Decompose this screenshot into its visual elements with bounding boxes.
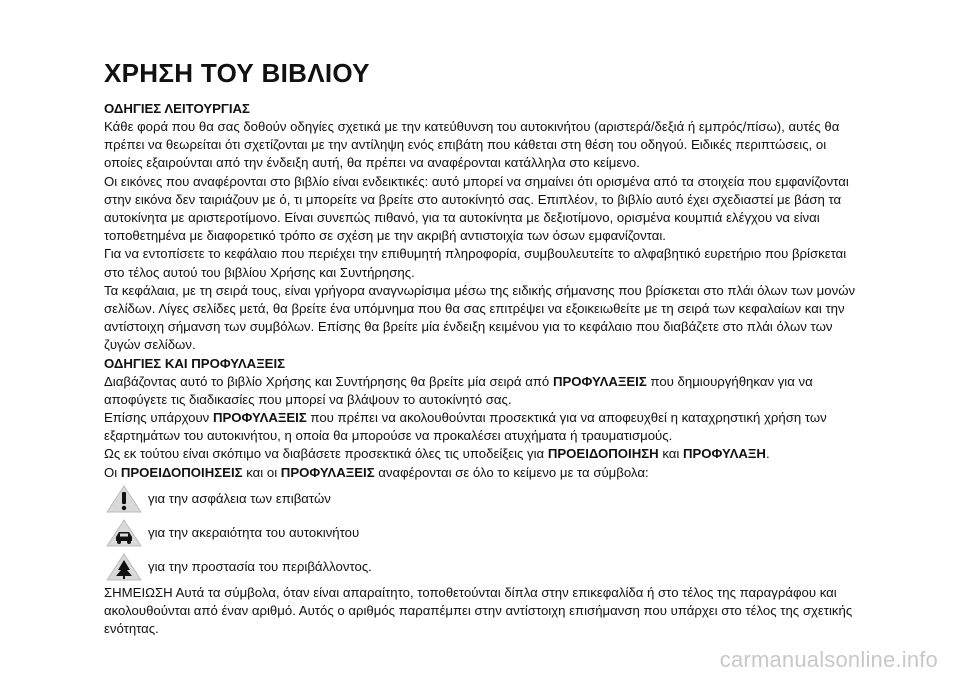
text-run: που δημιουργήθηκαν για να αποφύγετε τις διαδικασίες που μπορεί να βλάψουν το αυτοκίνητό σας. — [104, 373, 813, 407]
symbol-label: για την προστασία του περιβάλλοντος. — [148, 559, 372, 575]
keyword-warnings: ΠΡΟΕΙΔΟΠΟΙΗΣΕΙΣ — [120, 464, 243, 480]
symbol-row-vehicle-integrity — [104, 516, 864, 550]
warning-car-icon — [104, 518, 144, 548]
section-heading-operating-instructions: ΟΔΗΓΙΕΣ ΛΕΙΤΟΥΡΓΙΑΣ — [104, 101, 250, 116]
section-heading-warnings: ΟΔΗΓΙΕΣ ΚΑΙ ΠΡΟΦΥΛΑΞΕΙΣ — [104, 355, 286, 371]
paragraph-chapters: Τα κεφάλαια, με τη σειρά τους, είναι γρήγορα αναγνωρίσιμα μέσω της ειδικής σήμανσης που βρίσκεται στο πλάι όλων των μονών σελίδων. Λίγες σελίδες μετά, θα βρείτε ένα υπόμνημα που θα σας επιτρέψει να εξοικειωθείτε με τη σειρά των κεφαλαίων και την αντίστοιχη σήμανση των συμβόλων. Επίσης θα βρείτε μία ένδειξη κειμένου για το κεφάλαιο που διαβάζετε στο πλάι όλων των ζυγών σελίδων. — [104, 282, 856, 353]
paragraph-precautions-misuse — [104, 409, 864, 445]
page-title: ΧΡΗΣΗ ΤΟΥ ΒΙΒΛΙΟΥ — [104, 58, 370, 88]
paragraph-read-carefully — [104, 445, 864, 463]
text-run: αναφέρονται σε όλο το κείμενο με τα σύμβολα: — [374, 464, 649, 480]
paragraph-index: Για να εντοπίσετε το κεφάλαιο που περιέχει την επιθυμητή πληροφορία, συμβουλευτείτε το αλφαβητικό ευρετήριο που βρίσκεται στο τέλος αυτού του βιβλίου Χρήσης και Συντήρησης. — [104, 246, 847, 280]
page-content — [104, 58, 864, 638]
text-run: Διαβάζοντας αυτό το βιβλίο Χρήσης και Συντήρησης θα βρείτε μία σειρά από — [104, 373, 553, 389]
keyword-precautions: ΠΡΟΦΥΛΑΞΕΙΣ — [552, 373, 647, 389]
keyword-precautions: ΠΡΟΦΥΛΑΞΕΙΣ — [280, 464, 375, 480]
symbol-row-passenger-safety — [104, 482, 864, 516]
text-run: και οι — [242, 464, 281, 480]
warning-exclamation-icon — [104, 484, 144, 514]
text-run: Οι — [104, 464, 121, 480]
paragraph-note: ΣΗΜΕΙΩΣΗ Αυτά τα σύμβολα, όταν είναι απαραίτητο, τοποθετούνται δίπλα στην επικεφαλίδα ή στο τέλος της παραγράφου και ακολουθούνται από έναν αριθμό. Αυτός ο αριθμός παραπέμπει στην αντίστοιχη επισήμανση που υπάρχει στο τέλος της σχετικής ενότητας. — [104, 584, 853, 637]
paragraph-precautions-intro — [104, 373, 864, 409]
keyword-precautions: ΠΡΟΦΥΛΑΞΕΙΣ — [212, 410, 307, 426]
symbol-row-environment — [104, 550, 864, 584]
keyword-precaution: ΠΡΟΦΥΛΑΞΗ — [682, 446, 766, 462]
paragraph-direction: Κάθε φορά που θα σας δοθούν οδηγίες σχετικά με την κατεύθυνση του αυτοκινήτου (αριστερά/δεξιά ή εμπρός/πίσω), αυτές θα πρέπει να θεωρείται ότι σχετίζονται με την αντίληψη ενός επιβάτη που κάθεται στη θέση του οδηγού. Ειδικές περιπτώσεις, οι οποίες εξαιρούνται από την ένδειξη αυτή, θα πρέπει να αναφέρονται κατάλληλα στο κείμενο. — [104, 119, 840, 171]
paragraph-images: Οι εικόνες που αναφέρονται στο βιβλίο είναι ενδεικτικές: αυτό μπορεί να σημαίνει ότι ορισμένα από τα στοιχεία που εμφανίζονται στην εικόνα δεν ταιριάζουν με ό, τι μπορείτε να βρείτε στο αυτοκίνητό σας. Επιπλέον, το βιβλίο αυτό έχει σχεδιαστεί με βάση τα αυτοκίνητα με αριστεροτίμονο. Είναι συνεπώς πιθανό, για τα αυτοκίνητα με δεξιοτίμονο, ορισμένα κουμπιά ελέγχου να είναι τοποθετημένα με διαφορετικό τρόπο σε σχέση με την ακριβή αντιστοιχία των όσων εμφανίζονται. — [104, 173, 849, 244]
keyword-warning: ΠΡΟΕΙΔΟΠΟΙΗΣΗ — [547, 446, 659, 462]
text-run: και — [658, 446, 683, 462]
text-run: Ως εκ τούτου είναι σκόπιμο να διαβάσετε προσεκτικά όλες τις υποδείξεις για — [104, 446, 548, 462]
symbol-label: για την ακεραιότητα του αυτοκινήτου — [148, 525, 360, 541]
text-run: Επίσης υπάρχουν — [104, 410, 213, 426]
warning-tree-icon — [104, 552, 144, 582]
watermark: carmanualsonline.info — [719, 647, 938, 672]
text-run: που πρέπει να ακολουθούνται προσεκτικά για να αποφευχθεί η καταχρηστική χρήση των εξαρτημάτων του αυτοκινήτου, η οποία θα μπορούσε να προκαλέσει ατυχήματα ή τραυματισμούς. — [104, 410, 827, 444]
text-run: . — [765, 446, 770, 462]
paragraph-symbols-intro — [104, 464, 864, 482]
symbol-label: για την ασφάλεια των επιβατών — [148, 491, 331, 507]
